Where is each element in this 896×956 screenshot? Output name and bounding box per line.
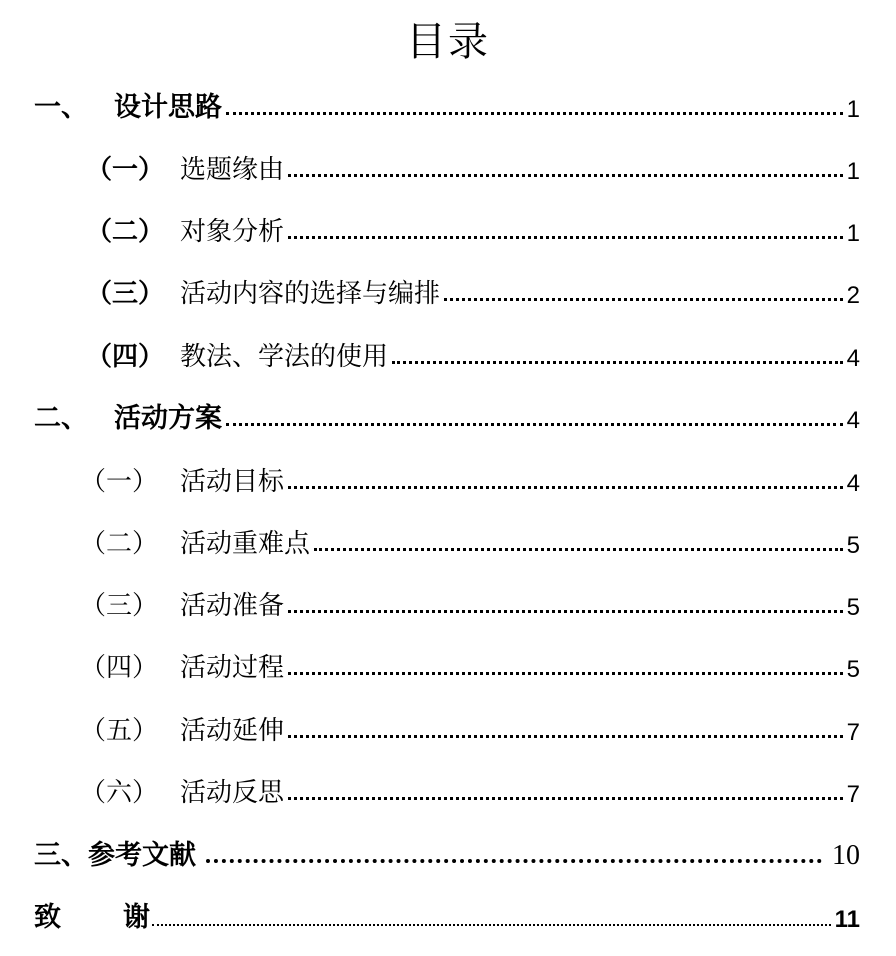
- toc-entry-extension[interactable]: [80, 707, 860, 747]
- toc-entry-title: 活动反思: [180, 778, 285, 808]
- dot-leader: [288, 735, 843, 738]
- toc-entry-page: 11: [834, 906, 860, 933]
- toc-entry-title: 活动重难点: [180, 529, 311, 559]
- toc-entry-activity-goals[interactable]: [80, 458, 860, 498]
- toc-entry-number: （六）: [80, 778, 159, 808]
- toc-entry-title: 活动准备: [180, 591, 285, 621]
- dot-leader: [392, 361, 843, 364]
- toc-entry-page: 4: [846, 345, 860, 372]
- toc-entry-title: 参考文献: [88, 840, 196, 871]
- toc-entry-title: 教法、学法的使用: [180, 342, 389, 372]
- toc-entry-title: 设计思路: [114, 92, 222, 123]
- toc-entry-number: 三、: [34, 840, 88, 871]
- toc-entry-title: 活动目标: [180, 467, 285, 497]
- toc-entry-number: （三）: [80, 591, 159, 621]
- toc-entry-title: 活动延伸: [180, 716, 285, 746]
- toc-entry-page: 7: [846, 781, 860, 808]
- toc-entry-title: 选题缘由: [180, 155, 285, 185]
- dot-leader: [152, 924, 831, 926]
- toc-entry-page: 1: [846, 96, 860, 123]
- toc-entry-number: （二）: [80, 529, 159, 559]
- toc-entry-title: 对象分析: [180, 217, 285, 247]
- toc-entry-number: （一）: [80, 467, 159, 497]
- toc-entry-page: 1: [846, 158, 860, 185]
- toc-entry-page: 2: [846, 282, 860, 309]
- toc-entry-page: 1: [846, 220, 860, 247]
- dot-leader: [444, 298, 843, 301]
- toc-entry-reflection[interactable]: [80, 769, 860, 809]
- toc-entry-teaching-methods[interactable]: [86, 333, 860, 373]
- toc-entry-design-ideas[interactable]: [34, 84, 860, 124]
- toc-entry-process[interactable]: [80, 644, 860, 684]
- toc-entry-title: 活动方案: [114, 403, 222, 434]
- toc-entry-number: 致: [34, 902, 61, 933]
- dot-leader: [288, 797, 843, 800]
- page-title: 目录: [406, 19, 490, 65]
- toc-entry-title: 活动过程: [180, 653, 285, 683]
- dot-leader: [314, 548, 843, 551]
- dot-leader: [288, 610, 843, 613]
- toc-entry-page: 4: [846, 470, 860, 497]
- toc-entry-key-difficulties[interactable]: [80, 520, 860, 560]
- toc-entry-number: （三）: [86, 279, 165, 309]
- toc-entry-activity-plan[interactable]: [34, 395, 860, 435]
- toc-entry-page: 5: [846, 656, 860, 683]
- toc-entry-topic-reason[interactable]: [86, 146, 860, 186]
- toc-entry-title: 活动内容的选择与编排: [180, 279, 441, 309]
- toc-entry-page: 10: [832, 840, 860, 871]
- dot-leader: [288, 236, 843, 239]
- dot-leader: [288, 672, 843, 675]
- toc-entry-acknowledgements[interactable]: [34, 894, 860, 934]
- toc-entry-number: 一、: [34, 92, 88, 123]
- toc-entry-subject-analysis[interactable]: [86, 208, 860, 248]
- toc-entry-number: （四）: [86, 342, 165, 372]
- dot-leader: [226, 423, 843, 426]
- toc-entry-page: 7: [846, 719, 860, 746]
- toc-entry-number: （四）: [80, 653, 159, 683]
- toc-entry-references[interactable]: [34, 832, 860, 872]
- toc-entry-page: 5: [846, 594, 860, 621]
- dot-leader: [288, 486, 843, 489]
- toc-entry-number: （一）: [86, 155, 165, 185]
- dot-leader: [288, 174, 843, 177]
- toc-entry-number: （五）: [80, 716, 159, 746]
- toc-entry-page: 5: [846, 532, 860, 559]
- dot-leader: [206, 859, 822, 863]
- toc-entry-preparation[interactable]: [80, 582, 860, 622]
- toc-entry-page: 4: [846, 407, 860, 434]
- toc-entry-number: （二）: [86, 217, 165, 247]
- toc-entry-title: 谢: [123, 902, 150, 933]
- toc-entry-number: 二、: [34, 403, 88, 434]
- toc-entry-content-selection[interactable]: [86, 270, 860, 310]
- dot-leader: [226, 112, 843, 115]
